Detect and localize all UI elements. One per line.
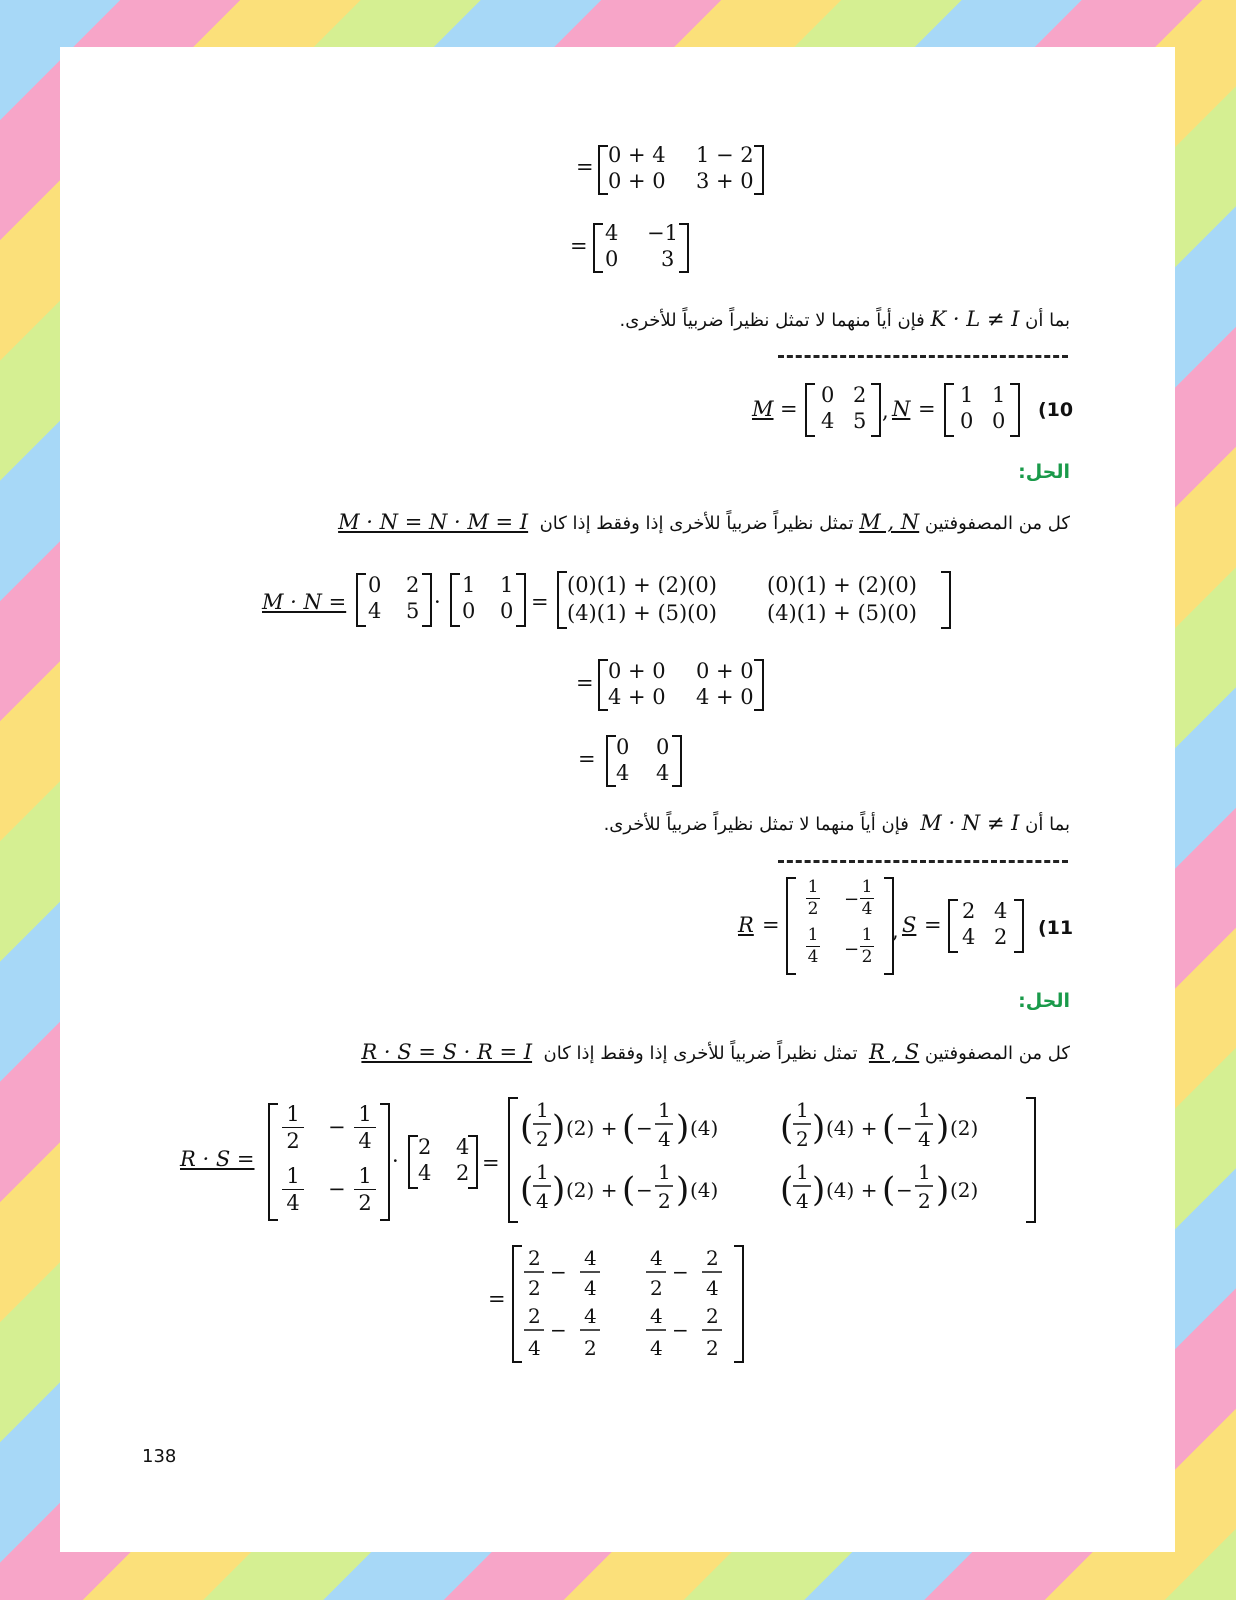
step-expression [514,1245,742,1363]
svg-text:2: 2 [918,1189,931,1213]
cell: 3 + 0 [696,169,754,193]
fraction: 1 4 [861,877,873,919]
svg-text:(: ( [622,1108,636,1148]
svg-text:4: 4 [584,1304,597,1328]
comma: , [882,399,889,423]
svg-text:(: ( [780,1170,794,1210]
equals-sign: = [576,671,594,695]
cell: 1 [992,383,1006,407]
equals-sign: = [924,913,942,937]
cell: 4 [368,599,382,623]
svg-text:): ) [552,1170,566,1210]
svg-text:(: ( [882,1170,896,1210]
svg-text:4: 4 [584,1276,597,1300]
cell: 1 [960,383,974,407]
cell: 0 [605,247,619,271]
cell: 4 [418,1161,432,1185]
page-number: 138 [142,1446,177,1467]
svg-text:(: ( [780,1108,794,1148]
minus: − [844,939,860,960]
svg-text:2: 2 [536,1127,549,1151]
svg-text:4: 4 [536,1189,549,1213]
equals-sign: = [578,747,596,771]
cell: 4 [616,761,630,785]
cell: (0)(1) + (2)(0) [767,573,917,597]
comma: , [892,919,899,943]
svg-text:): ) [812,1170,826,1210]
question-number: (10 [1038,399,1074,421]
equals-sign: = [570,234,588,258]
matrix-m-copy [356,573,432,627]
cell: 2 [962,899,976,923]
condition-q11: كل من المصفوفتين R , S تمثل نظيراً ضربياً للأخرى إذا وفقط إذا كان R · S = S · R = I [361,1040,1070,1064]
minus: − [328,1177,346,1201]
matrix-s-name: S [902,913,917,937]
fraction: 1 4 [354,1103,376,1152]
cell: 4 + 0 [608,685,666,709]
matrix-n-name: N [892,397,911,421]
cell: 4 [456,1135,470,1159]
svg-text:2: 2 [584,1336,597,1360]
svg-text:4: 4 [650,1336,663,1360]
divider [778,355,1068,358]
matrix-q10-step1 [598,659,764,711]
cell: 4 [821,409,835,433]
svg-text:1: 1 [918,1098,931,1122]
svg-text:4: 4 [918,1127,931,1151]
cell: (4)(1) + (5)(0) [567,601,717,625]
product-lhs: M · N = [262,590,347,614]
matrix-q10-step2 [606,735,682,787]
cell: 3 [661,247,675,271]
svg-text:4: 4 [706,1276,719,1300]
expanded-expression [510,1097,1034,1223]
equals-sign: = [576,155,594,179]
svg-text:4: 4 [658,1127,671,1151]
cell: 0 [368,573,382,597]
cell: 0 [462,599,476,623]
svg-text:1: 1 [658,1160,671,1184]
svg-text:4: 4 [528,1336,541,1360]
svg-text:2: 2 [706,1246,719,1270]
minus: − [844,889,860,910]
svg-text:1: 1 [796,1160,809,1184]
svg-text:−: − [550,1260,567,1284]
svg-text:4: 4 [584,1246,597,1270]
matrix-r-name: R [738,913,754,937]
equals-sign: = [780,397,798,421]
cell: 0 [656,735,670,759]
solution-label: الحل: [1018,461,1070,483]
cell: (0)(1) + (2)(0) [567,573,717,597]
svg-text:(4): (4) [690,1116,719,1140]
svg-text:(2) +: (2) + [566,1116,618,1140]
svg-text:1: 1 [536,1098,549,1122]
equals-sign: = [531,590,549,614]
matrix-step1 [598,145,764,195]
solution-label: الحل: [1018,990,1070,1012]
svg-text:(: ( [520,1108,534,1148]
equals-sign: = [918,397,936,421]
cell: −1 [647,221,678,245]
equals-sign: = [762,913,780,937]
svg-text:(: ( [622,1170,636,1210]
matrix-step2 [593,223,689,273]
svg-text:): ) [936,1170,950,1210]
cell: 2 [994,925,1008,949]
cell: 5 [406,599,420,623]
divider [778,860,1068,863]
cell: 1 − 2 [696,143,754,167]
matrix-m-name: M [752,397,774,421]
svg-text:4: 4 [650,1246,663,1270]
svg-text:−: − [550,1318,567,1342]
svg-text:2: 2 [528,1246,541,1270]
cell: 0 [500,599,514,623]
fraction: 1 4 [282,1165,304,1214]
svg-text:2: 2 [650,1276,663,1300]
svg-text:−: − [636,1178,653,1202]
svg-text:(2) +: (2) + [566,1178,618,1202]
cell: 5 [853,409,867,433]
cell: 2 [418,1135,432,1159]
svg-text:1: 1 [658,1098,671,1122]
svg-text:4: 4 [650,1304,663,1328]
cell: 0 [616,735,630,759]
svg-text:(: ( [520,1170,534,1210]
matrix-expanded [557,571,951,629]
svg-text:1: 1 [796,1098,809,1122]
svg-text:): ) [936,1108,950,1148]
svg-text:(: ( [882,1108,896,1148]
svg-text:): ) [812,1108,826,1148]
svg-text:(2): (2) [950,1178,979,1202]
svg-text:2: 2 [706,1304,719,1328]
conclusion-q10: بما أن M · N ≠ I فإن أياً منهما لا تمثل نظيراً ضربياً للأخرى. [603,811,1070,835]
cell: 2 [456,1161,470,1185]
matrix-m [805,383,881,437]
cell: 0 [960,409,974,433]
dot: · [434,590,441,614]
svg-text:1: 1 [918,1160,931,1184]
svg-text:2: 2 [528,1276,541,1300]
svg-text:): ) [676,1108,690,1148]
cell: 0 [821,383,835,407]
cell: 4 [962,925,976,949]
svg-text:4: 4 [796,1189,809,1213]
svg-text:−: − [896,1116,913,1140]
equals-sign: = [488,1287,506,1311]
matrix-rs-expanded [508,1097,1036,1223]
cell: 4 [605,221,619,245]
svg-text:(4): (4) [690,1178,719,1202]
condition-q10: كل من المصفوفتين M , N تمثل نظيراً ضربياً للأخرى إذا وفقط إذا كان M · N = N · M = I [338,510,1070,534]
svg-text:(4) +: (4) + [826,1116,878,1140]
cell: 1 [500,573,514,597]
svg-text:(4) +: (4) + [826,1178,878,1202]
cell: 0 + 0 [608,169,666,193]
svg-text:−: − [672,1260,689,1284]
svg-text:(2): (2) [950,1116,979,1140]
product-lhs: R · S = [180,1147,255,1171]
fraction: 1 2 [354,1165,376,1214]
cell: 2 [406,573,420,597]
cell: 0 [992,409,1006,433]
cell: 4 + 0 [696,685,754,709]
cell: (4)(1) + (5)(0) [767,601,917,625]
page [60,47,1175,1552]
minus: − [328,1115,346,1139]
svg-text:2: 2 [528,1304,541,1328]
matrix-s-copy [408,1135,478,1189]
cell: 0 + 0 [608,659,666,683]
matrix-r-copy [268,1103,390,1221]
svg-text:): ) [676,1170,690,1210]
matrix-rs-step1 [512,1245,744,1363]
cell: 4 [994,899,1008,923]
svg-text:−: − [896,1178,913,1202]
svg-text:2: 2 [796,1127,809,1151]
fraction: 1 2 [807,877,819,919]
matrix-n [944,383,1020,437]
fraction: 1 2 [282,1103,304,1152]
cell: 0 + 4 [608,143,666,167]
svg-text:−: − [636,1116,653,1140]
cell: 0 + 0 [696,659,754,683]
matrix-n-copy [450,573,526,627]
svg-text:1: 1 [536,1160,549,1184]
matrix-s [948,899,1024,953]
matrix-r [786,877,894,975]
svg-text:2: 2 [658,1189,671,1213]
cell: 4 [656,761,670,785]
fraction: 1 2 [861,925,873,967]
svg-text:2: 2 [706,1336,719,1360]
equals-sign: = [482,1151,500,1175]
question-number: (11 [1038,917,1074,939]
svg-text:−: − [672,1318,689,1342]
dot: · [392,1149,399,1173]
fraction: 1 4 [807,925,819,967]
svg-text:): ) [552,1108,566,1148]
conclusion-a: بما أن K · L ≠ I فإن أياً منهما لا تمثل نظيراً ضربياً للأخرى. [619,307,1070,331]
cell: 1 [462,573,476,597]
cell: 2 [853,383,867,407]
